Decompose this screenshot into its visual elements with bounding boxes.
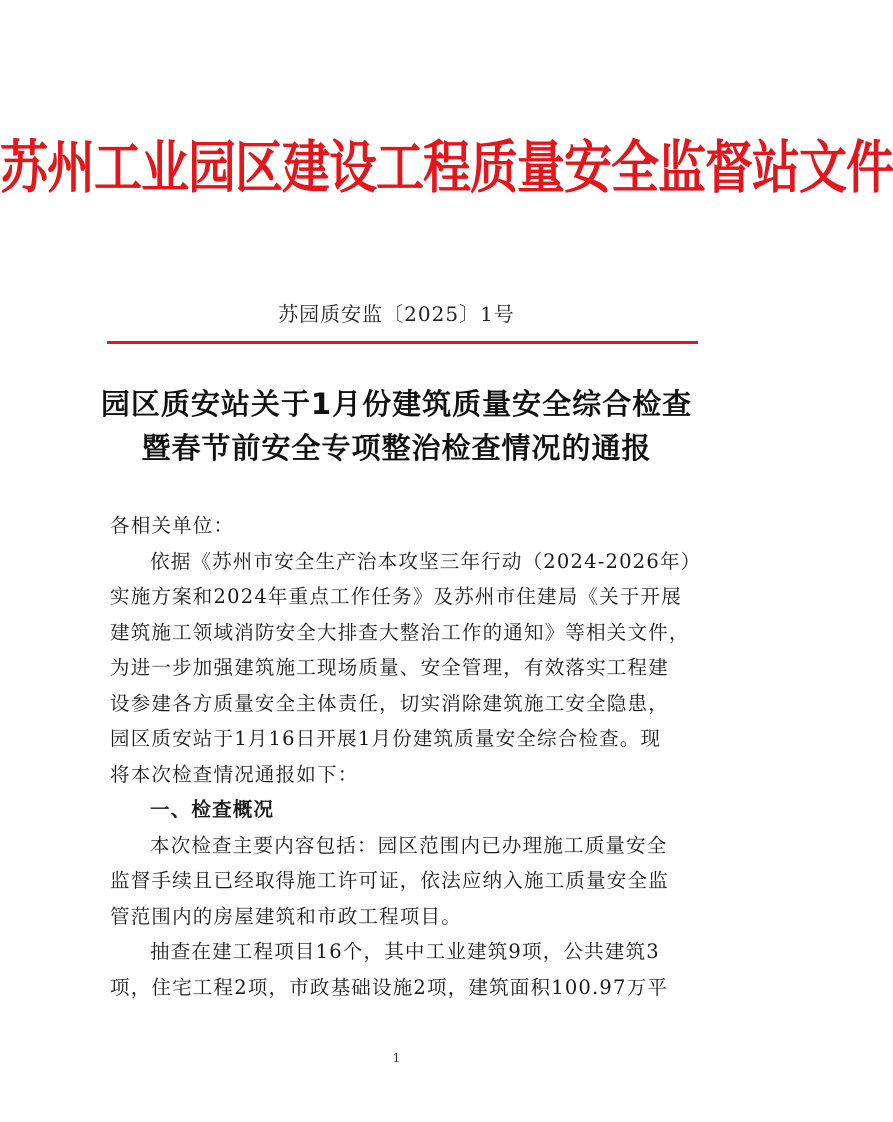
paragraph-line: 管范围内的房屋建筑和市政工程项目。 xyxy=(110,904,462,928)
document-number: 苏园质安监〔2025〕1号 xyxy=(278,302,515,326)
paragraph-line: 依据《苏州市安全生产治本攻坚三年行动（2024-2026年） xyxy=(150,549,702,573)
masthead-title: 苏州工业园区建设工程质量安全监督站文件 xyxy=(0,134,893,202)
document-body xyxy=(110,508,702,1005)
salutation: 各相关单位： xyxy=(110,514,235,537)
notice-title xyxy=(90,382,703,470)
red-divider-line xyxy=(107,341,698,344)
paragraph-line: 设参建各方质量安全主体责任，切实消除建筑施工安全隐患， xyxy=(110,691,669,715)
section-heading: 一、检查概况 xyxy=(150,798,275,821)
notice-title-line-1: 园区质安站关于1月份建筑质量安全综合检查 xyxy=(100,387,693,421)
page-number: 1 xyxy=(392,1051,401,1065)
paragraph-line: 本次检查主要内容包括：园区范围内已办理施工质量安全 xyxy=(150,833,668,857)
paragraph-line: 项，住宅工程2项，市政基础设施2项，建筑面积100.97万平 xyxy=(110,975,669,999)
paragraph-line: 抽查在建工程项目16个，其中工业建筑9项，公共建筑3 xyxy=(150,940,660,963)
paragraph-line: 建筑施工领域消防安全大排查大整治工作的通知》等相关文件， xyxy=(110,620,690,644)
paragraph-line: 园区质安站于1月16日开展1月份建筑质量安全综合检查。现 xyxy=(110,727,662,750)
paragraph-line: 为进一步加强建筑施工现场质量、安全管理，有效落实工程建 xyxy=(110,656,669,679)
paragraph-line: 将本次检查情况通报如下： xyxy=(110,762,359,786)
paragraph-line: 监督手续且已经取得施工许可证，依法应纳入施工质量安全监 xyxy=(110,869,669,892)
paragraph-line: 实施方案和2024年重点工作任务》及苏州市住建局《关于开展 xyxy=(110,585,682,608)
notice-title-line-2: 暨春节前安全专项整治检查情况的通报 xyxy=(141,431,652,465)
